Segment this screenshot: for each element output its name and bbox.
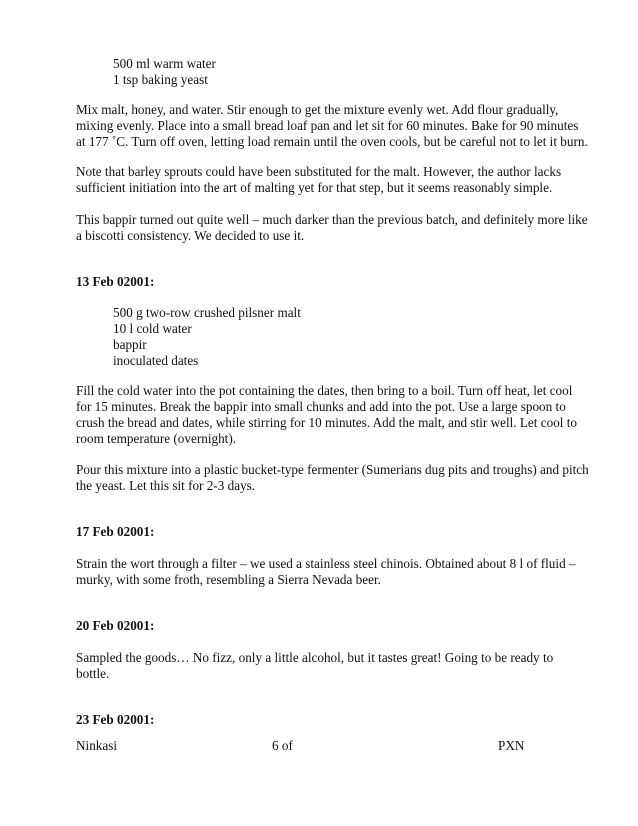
date-heading: 23 Feb 02001: bbox=[76, 712, 155, 727]
paragraph-line: Strain the wort through a filter – we used a stainless steel chinois. Obtained about 8 l of fluid – bbox=[76, 556, 576, 571]
paragraph-line: at 177 ˚C. Turn off oven, letting load remain until the oven cools, but be careful not to let it burn. bbox=[76, 134, 588, 149]
paragraph-line: Mix malt, honey, and water. Stir enough to get the mixture evenly wet. Add flour gradually, bbox=[76, 102, 559, 117]
ingredient-line: 1 tsp baking yeast bbox=[113, 72, 208, 87]
footer-right: PXN bbox=[498, 738, 525, 753]
paragraph-line: Sampled the goods… No fizz, only a little alcohol, but it tastes great! Going to be ready to bbox=[76, 650, 554, 665]
paragraph-line: murky, with some froth, resembling a Sierra Nevada beer. bbox=[76, 572, 381, 587]
paragraph-line: bottle. bbox=[76, 666, 110, 681]
paragraph-line: Note that barley sprouts could have been substituted for the malt. However, the author lacks bbox=[76, 164, 562, 179]
date-heading: 20 Feb 02001: bbox=[76, 618, 155, 633]
ingredient-line: bappir bbox=[113, 337, 147, 352]
ingredient-line: 10 l cold water bbox=[113, 321, 192, 336]
paragraph-line: This bappir turned out quite well – much darker than the previous batch, and definitely more like bbox=[76, 212, 588, 227]
footer-page-number: 6 of bbox=[272, 738, 293, 753]
footer-left: Ninkasi bbox=[76, 738, 118, 753]
ingredient-line: inoculated dates bbox=[113, 353, 199, 368]
paragraph-line: mixing evenly. Place into a small bread loaf pan and let sit for 60 minutes. Bake for 90 minutes bbox=[76, 118, 579, 133]
ingredient-line: 500 ml warm water bbox=[113, 56, 216, 71]
paragraph-line: crush the bread and dates, while stirring for 10 minutes. Add the malt, and stir well. Let cool to bbox=[76, 415, 578, 430]
paragraph-line: sufficient initiation into the art of malting yet for that step, but it seems reasonably simple. bbox=[76, 180, 553, 195]
paragraph-line: for 15 minutes. Break the bappir into small chunks and add into the pot. Use a large spoon to bbox=[76, 399, 566, 414]
paragraph-line: a biscotti consistency. We decided to use it. bbox=[76, 228, 305, 243]
date-heading: 13 Feb 02001: bbox=[76, 274, 155, 289]
paragraph-line: room temperature (overnight). bbox=[76, 431, 237, 446]
paragraph-line: the yeast. Let this sit for 2-3 days. bbox=[76, 478, 256, 493]
paragraph-line: Pour this mixture into a plastic bucket-type fermenter (Sumerians dug pits and troughs) and pitch bbox=[76, 462, 589, 477]
date-heading: 17 Feb 02001: bbox=[76, 524, 155, 539]
ingredient-line: 500 g two-row crushed pilsner malt bbox=[113, 305, 301, 320]
paragraph-line: Fill the cold water into the pot containing the dates, then bring to a boil. Turn off heat, let cool bbox=[76, 383, 573, 398]
